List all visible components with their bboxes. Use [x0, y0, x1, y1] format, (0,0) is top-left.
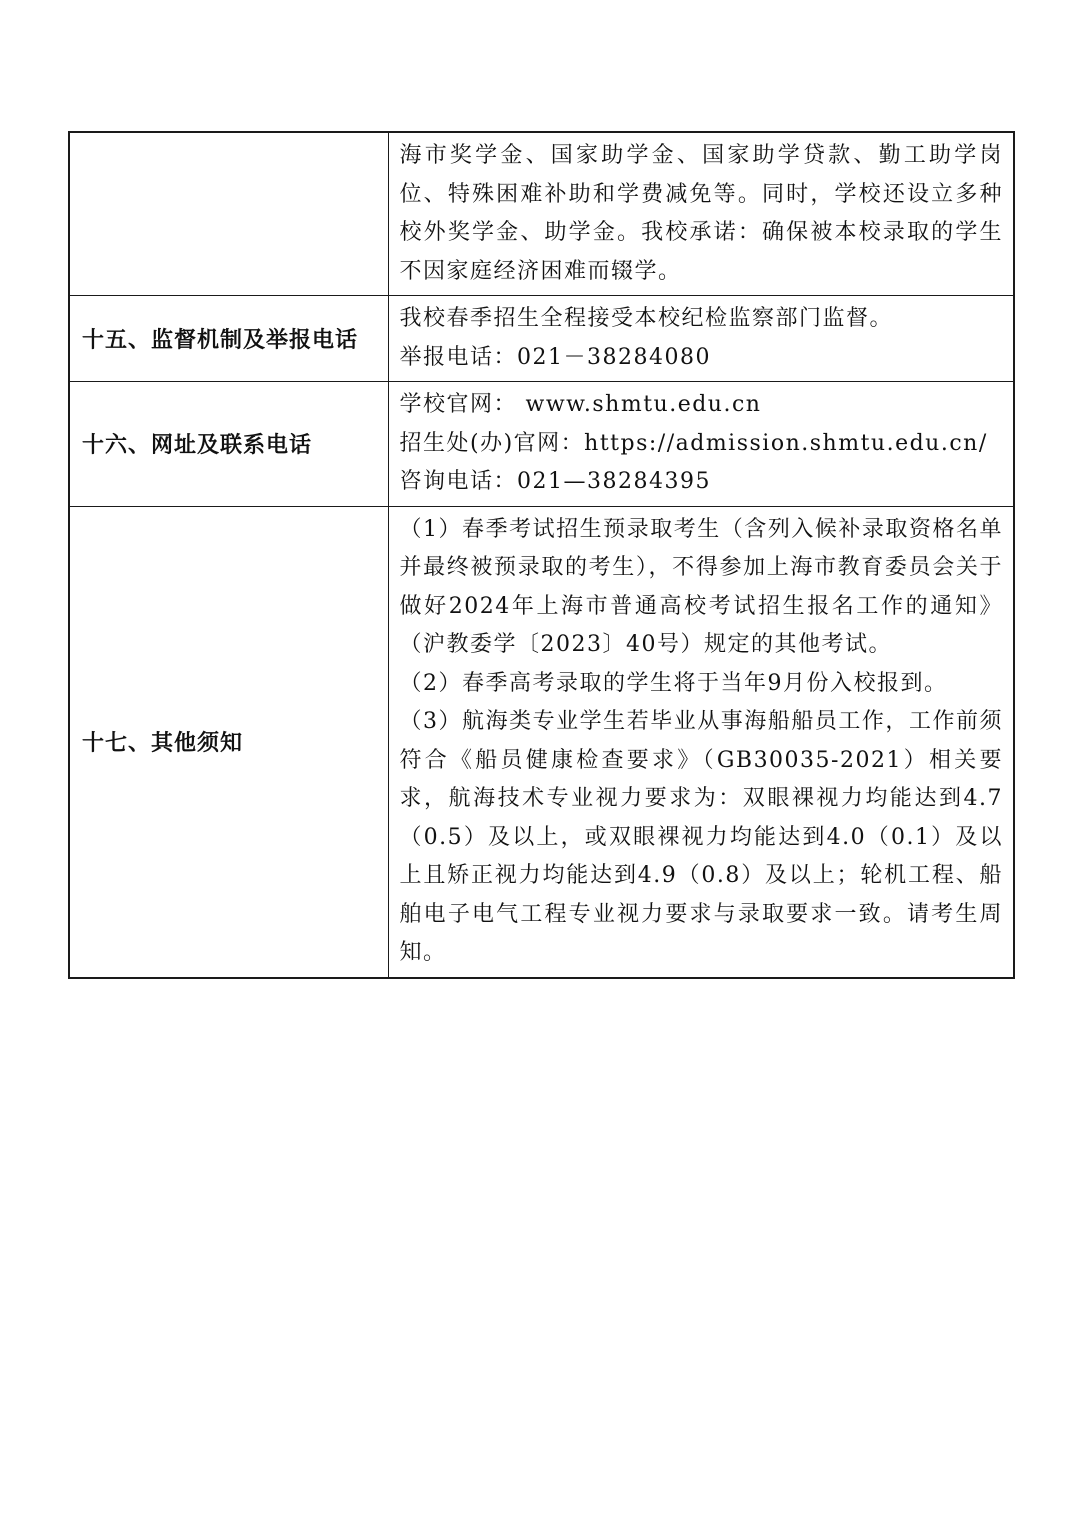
table-row-supervision	[69, 296, 1014, 382]
admission-info-table	[68, 131, 1015, 979]
notice-item-1: （1）春季考试招生预录取考生（含列入候补录取资格名单并最终被预录取的考生），不得参加上海市教育委员会关于做好2024年上海市普通高校考试招生报名工作的通知》（沪教委学〔2023〕40号）规定的其他考试。	[399, 516, 1003, 657]
supervision-text: 我校春季招生全程接受本校纪检监察部门监督。	[399, 306, 894, 331]
row-label-notices: 十七、其他须知	[69, 506, 388, 978]
row-content-supervision	[388, 296, 1014, 382]
row-content-contact	[388, 382, 1014, 507]
table-row-notices	[69, 506, 1014, 978]
row-label-empty	[69, 132, 388, 296]
notice-item-2: （2）春季高考录取的学生将于当年9月份入校报到。	[399, 670, 948, 696]
notice-item-3: （3）航海类专业学生若毕业从事海船船员工作，工作前须符合《船员健康检查要求》（GB30035-2021）相关要求，航海技术专业视力要求为：双眼裸视力均能达到4.7（0.5）及以上，或双眼裸视力均能达到4.0（0.1）及以上且矫正视力均能达到4.9（0.8）及以上；轮机工程、船舶电子电气工程专业视力要求与录取要求一致。请考生周知。	[399, 709, 1003, 965]
table-row-contact	[69, 382, 1014, 507]
admission-website[interactable]: 招生处(办)官网：https://admission.shmtu.edu.cn/	[399, 430, 988, 456]
report-phone: 举报电话：021－38284080	[399, 344, 711, 370]
row-content-scholarship	[388, 132, 1014, 296]
row-content-notices	[388, 506, 1014, 978]
consult-phone: 咨询电话：021—38284395	[399, 469, 711, 494]
table-row-scholarship	[69, 132, 1014, 296]
row-label-supervision: 十五、监督机制及举报电话	[69, 296, 388, 382]
school-website[interactable]: 学校官网： www.shmtu.edu.cn	[399, 392, 762, 417]
row-label-contact: 十六、网址及联系电话	[69, 382, 388, 507]
scholarship-text: 海市奖学金、国家助学金、国家助学贷款、勤工助学岗位、特殊困难补助和学费减免等。同时，学校还设立多种校外奖学金、助学金。我校承诺：确保被本校录取的学生不因家庭经济困难而辍学。	[399, 143, 1003, 284]
